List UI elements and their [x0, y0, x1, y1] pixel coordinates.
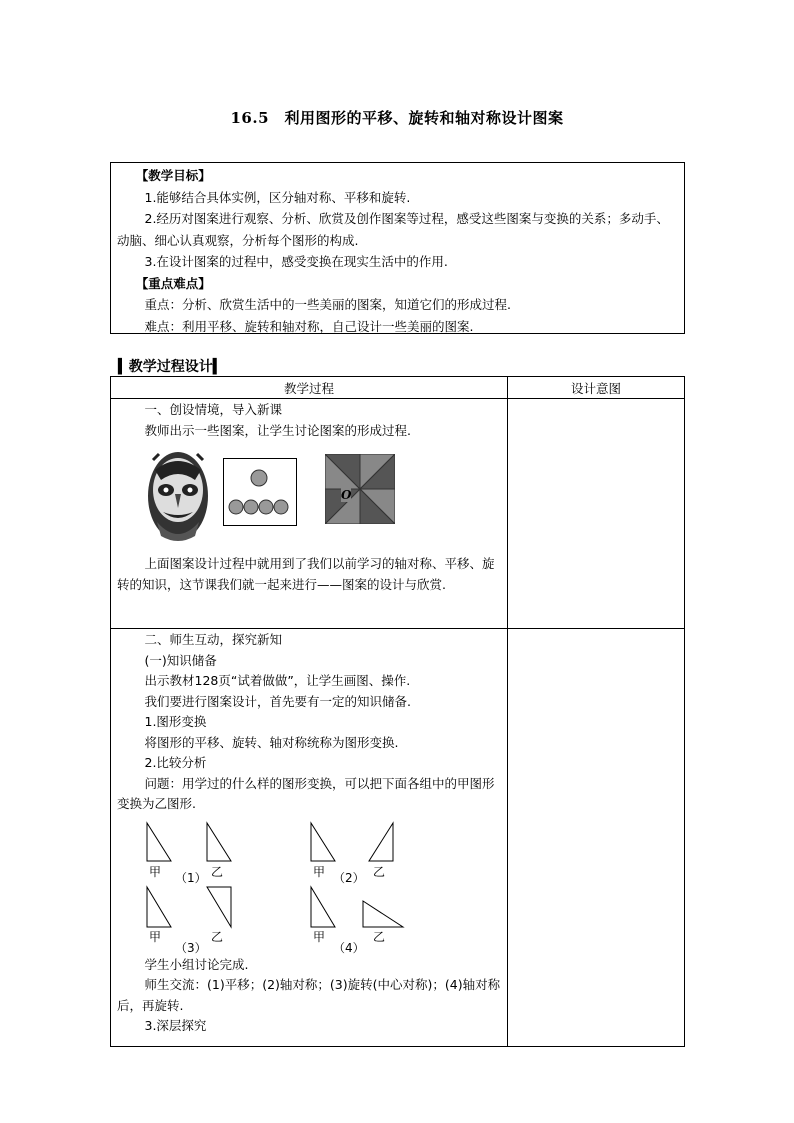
label-group-3: （3）: [175, 940, 207, 955]
row2-question: 问题：用学过的什么样的图形变换，可以把下面各组中的甲图形变换为乙图形.: [117, 775, 495, 811]
label-jia-2: 甲: [313, 864, 326, 879]
row2-p4: 将图形的平移、旋转、轴对称统称为图形变换.: [144, 734, 399, 750]
opera-mask-image: [145, 450, 211, 546]
row2-sub1: (一)知识储备: [144, 652, 217, 668]
row2-p1: 出示教材128页“试着做做”，让学生画图、操作.: [144, 673, 411, 688]
pattern-images: [111, 450, 507, 546]
triangle-groups: [111, 815, 507, 955]
row2-intent: [508, 629, 685, 1047]
row2-heading: 二、师生互动，探究新知: [144, 632, 283, 647]
row2-p5: 2.比较分析: [144, 755, 207, 770]
section-header: ▍教学过程设计▍: [118, 359, 224, 375]
goal-item-3: 3.在设计图案的过程中，感受变换在现实生活中的作用.: [144, 254, 448, 269]
row1-intro: 教师出示一些图案，让学生讨论图案的形成过程.: [144, 422, 411, 438]
label-group-1: （1）: [175, 870, 207, 885]
row2-answer: 师生交流：(1)平移；(2)轴对称；(3)旋转(中心对称)；(4)轴对称后，再旋转.: [117, 977, 501, 1013]
row1-intent: [508, 399, 685, 629]
goals-box: [110, 162, 685, 334]
goal-item-2: 2.经历对图案进行观察、分析、欣赏及创作图案等过程，感受这些图案与变换的关系；多动手、动脑、细心认真观察，分析每个图形的构成.: [117, 211, 669, 248]
label-jia-4: 甲: [313, 929, 326, 944]
key-heading: 【重点难点】: [135, 275, 211, 291]
label-yi-1: 乙: [211, 864, 224, 879]
row1-summary: 上面图案设计过程中就用到了我们以前学习的轴对称、平移、旋转的知识，这节课我们就一起来进行——图案的设计与欣赏.: [117, 556, 495, 592]
goals-heading: 【教学目标】: [135, 168, 211, 183]
difficulty: 难点：利用平移、旋转和轴对称，自己设计一些美丽的图案.: [144, 318, 474, 334]
row2-p2: 我们要进行图案设计，首先要有一定的知识储备.: [144, 693, 411, 709]
windmill-pattern-image: [325, 454, 395, 524]
page-title: 16.5 利用图形的平移、旋转和轴对称设计图案: [230, 109, 564, 127]
goal-item-1: 1.能够结合具体实例，区分轴对称、平移和旋转.: [144, 189, 411, 205]
triangles-figure: [111, 815, 508, 955]
windmill-center-label: O: [341, 488, 352, 502]
row2-content: [111, 629, 508, 1047]
coins-pattern-image: [223, 458, 297, 526]
key-point: 重点：分析、欣赏生活中的一些美丽的图案，知道它们的形成过程.: [144, 297, 511, 312]
label-group-2: （2）: [333, 870, 365, 885]
col-header-intent: 设计意图: [508, 377, 685, 399]
label-yi-3: 乙: [211, 929, 224, 944]
row2-p6: 学生小组讨论完成.: [144, 956, 249, 972]
label-yi-2: 乙: [373, 864, 386, 879]
label-yi-4: 乙: [373, 929, 386, 944]
col-header-process: 教学过程: [111, 377, 508, 399]
label-jia-1: 甲: [149, 864, 162, 879]
label-group-4: （4）: [333, 940, 365, 955]
label-jia-3: 甲: [149, 929, 162, 944]
row1-heading: 一、创设情境，导入新课: [144, 402, 283, 417]
row2-p3: 1.图形变换: [144, 714, 207, 729]
process-table: [110, 376, 685, 1047]
row2-p7: 3.深层探究: [144, 1018, 207, 1033]
row1-content: [111, 399, 508, 629]
